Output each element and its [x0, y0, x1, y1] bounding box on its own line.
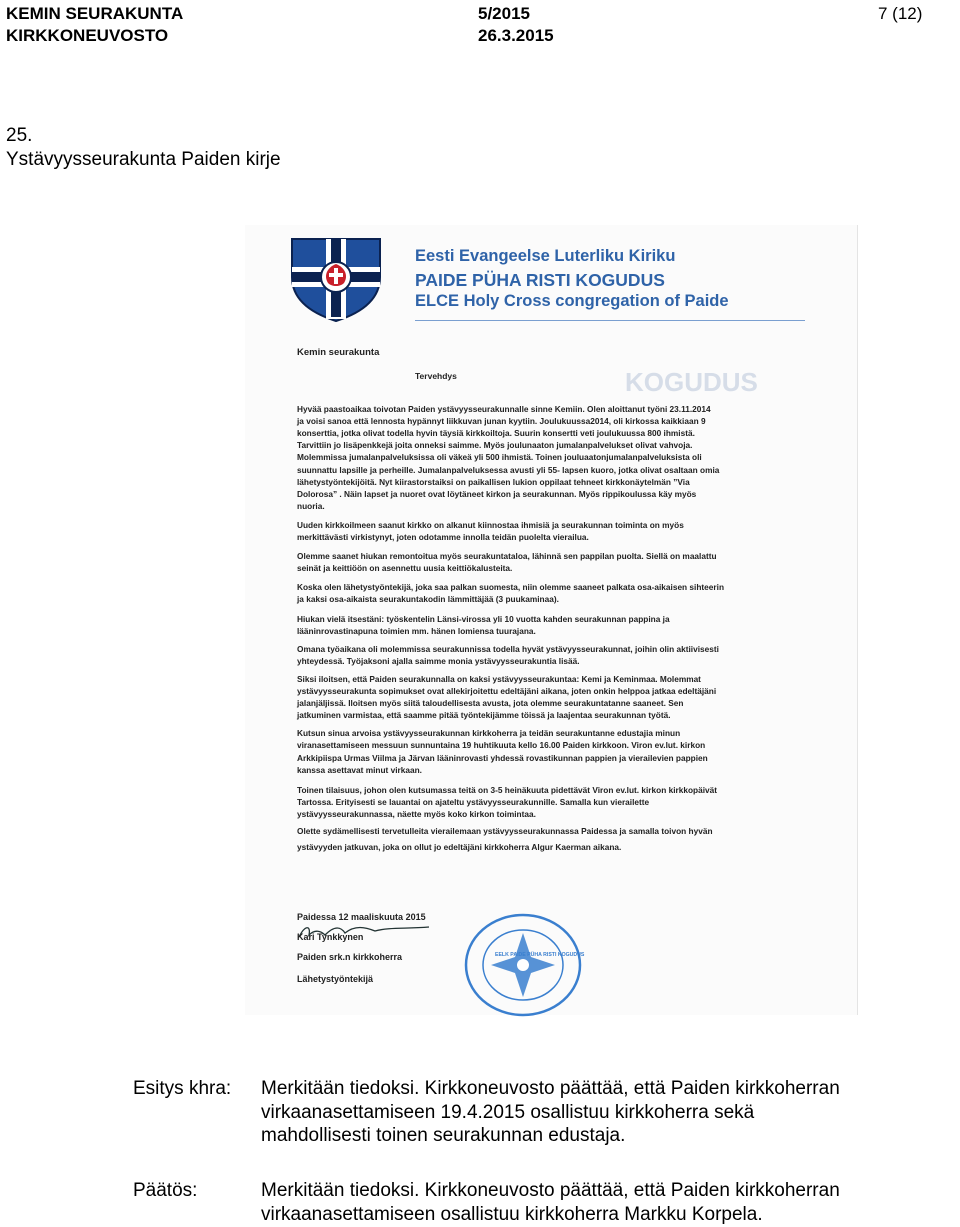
letter-line: jatkuminen varmistaa, että saamme pitää työntekijämme töissä ja laajentaa seurakunnan työtä. — [297, 710, 671, 721]
church-crest-icon — [290, 237, 382, 323]
letter-signer: Kari Tynkkynen — [297, 932, 364, 942]
seal-text: EELK PAIDE PÜHA RISTI KOGUDUS — [495, 952, 585, 958]
letter-role2: Lähetystyöntekijä — [297, 974, 374, 984]
letter-line: Siksi iloitsen, että Paiden seurakunnalla on kaksi ystävyysseurakuntaa: Kemi ja Keminmaa. Molemmat — [297, 673, 701, 684]
letter-line: konserttia, jotka olivat todella hyvin täysiä kirkkoiltoja. Suurin konsertti veti joulukuussa 800 ihmistä. — [297, 428, 695, 439]
letter-line: lähetystyöntekijöitä. Nyt kiirastorstaiksi on paikallisen lukion oppilaat tehneet kirkkonäytelmän ”Via — [297, 476, 690, 487]
letter-greeting: Tervehdys — [415, 371, 457, 381]
letter-line: Olemme saanet hiukan remontoitua myös seurakuntataloa, lähinnä sen pappilan puolta. Siellä on maalattu — [297, 551, 717, 562]
letter-line: merkittävästi virkistynyt, joten odotamme innolla teidän puolelta vierailua. — [297, 532, 589, 542]
letter-role1: Paiden srk.n kirkkoherra — [297, 952, 403, 962]
proposal-label: Esitys khra: — [133, 1078, 232, 1099]
section-number: 25. — [6, 125, 33, 146]
church-seal-icon — [463, 913, 583, 1017]
letter-recipient: Kemin seurakunta — [297, 347, 380, 358]
letter-line: suunnattu lapsille ja perheille. Jumalanpalveluksessa avusti yli 55- lapsen kuoro, jotka olivat osaltaan omia — [297, 464, 720, 475]
watermark: KOGUDUS — [625, 367, 758, 397]
decision-line: virkaanasettamiseen osallistuu kirkkoherra Markku Korpela. — [261, 1203, 763, 1225]
letter-line: Tarvittiin jo lisäpenkkejä joita onneksi saimme. Myös joulunaaton jumalanpalvelukset olivat vahvoja. — [297, 440, 693, 451]
letter-line: jalanjäljissä. Iloitsen myös siitä taloudellisesta avusta, jota olemme seurakuntatanne saaneet. Sen — [297, 698, 684, 709]
letter-line: Tartossa. Erityisesti se lauantai on ajateltu ystävyysseurakunnille. Samalla kun vierailette — [297, 796, 650, 807]
letter-line: ja kaksi osa-aikaista seurakuntakodin lämmittäjää (3 puukaminaa). — [297, 594, 559, 605]
proposal-line: Merkitään tiedoksi. Kirkkoneuvosto päättää, että Paiden kirkkoherran — [261, 1078, 840, 1099]
letter-line: yhteydessä. Työjaksoni ajalla saimme monia ystävyysseurakuntia lisää. — [297, 655, 580, 666]
decision-label: Päätös: — [133, 1180, 198, 1201]
letterhead-line3: ELCE Holy Cross congregation of Paide — [415, 292, 729, 310]
proposal-text — [261, 1077, 951, 1148]
header-body: KIRKKONEUVOSTO — [6, 26, 169, 45]
letter-line: kanssa asettavat minut virkaan. — [297, 764, 422, 775]
header-number: 5/2015 — [478, 4, 530, 23]
letter-line: Dolorosa” . Näin lapset ja nuoret ovat löytäneet kirkon ja seurakunnan. Myös rippikoulussa käy myös — [297, 488, 697, 499]
scanned-letter — [245, 225, 858, 1015]
letter-line: Koska olen lähetystyöntekijä, joka saa palkan suomesta, niin olemme saaneet palkata osa-aikaisen sihteerin — [297, 582, 725, 593]
letter-line: Uuden kirkkoilmeen saanut kirkko on alkanut kiinnostaa ihmisiä ja seurakunnan toiminta on myös — [297, 519, 684, 530]
letter-line: Olette sydämellisesti tervetulleita vierailemaan ystävyysseurakunnassa Paidessa ja samalla toivon hyvän — [297, 826, 713, 836]
letterhead-line2: PAIDE PÜHA RISTI KOGUDUS — [415, 270, 665, 290]
decision-text — [261, 1179, 951, 1226]
letter-line: Omana työaikana oli molemmissa seurakunnissa todella hyvät ystävyysseurakunnat, joihin olin aktiivisesti — [297, 643, 719, 654]
letter-line: Toinen tilaisuus, johon olen kutsumassa teitä on 3-5 heinäkuuta pidettävät Viron ev.lut. kirkon kirkkopäivät — [297, 784, 718, 795]
letter-line: Arkkipiispa Urmas Viilma ja Järvan lääninrovasti yhdessä rovastikunnan pappien ja vierailevien pappien — [297, 752, 708, 763]
letter-line: Kutsun sinua arvoisa ystävyysseurakunnan kirkkoherra ja teidän seurakuntanne edustajia minun — [297, 728, 681, 739]
proposal-line: virkaanasettamiseen 19.4.2015 osallistuu kirkkoherra sekä — [261, 1101, 755, 1123]
section-title: Ystävyysseurakunta Paiden kirje — [6, 149, 281, 170]
decision-line: Merkitään tiedoksi. Kirkkoneuvosto päättää, että Paiden kirkkoherran — [261, 1180, 840, 1201]
header-org: KEMIN SEURAKUNTA — [6, 4, 184, 23]
header-page: 7 (12) — [878, 4, 923, 23]
letter-line: viranasettamiseen messuun sunnuntaina 19 huhtikuuta kello 16.00 Paiden kirkkoon. Viron ev.lut. kirkon — [297, 740, 706, 751]
proposal-line: mahdollisesti toinen seurakunnan edustaja. — [261, 1125, 626, 1146]
letter-line: Hiukan vielä itsestäni: työskentelin Länsi-virossa yli 10 vuotta kahden seurakunnan pappina ja — [297, 613, 670, 624]
letter-line: Molemmissa jumalanpalveluksissa oli väkeä yli 500 ihmistä. Toinen jouluaatonjumalanpalveluksista oli — [297, 452, 702, 463]
letter-line: ystävyysseurakunta sopimukset ovat allekirjoitettu edeltäjäni aikana, joten onkin helppoa jatkaa edeltäjäni — [297, 686, 717, 696]
letter-place-date: Paidessa 12 maaliskuuta 2015 — [297, 912, 426, 922]
letter-line: nuoria. — [297, 500, 325, 511]
letterhead-rule — [415, 320, 805, 321]
letter-line: ystävyyden jatkuvan, joka on ollut jo edeltäjäni kirkkoherra Algur Kaerman aikana. — [297, 842, 622, 853]
letter-line: Hyvää paastoaikaa toivotan Paiden ystävyysseurakunnalle sinne Kemiin. Olen aloittanut työni 23.11.2014 — [297, 404, 711, 414]
letter-line: seinät ja keittiöön on asennettu uusia keittiökalusteita. — [297, 563, 513, 574]
letterhead-line1: Eesti Evangeelse Luterliku Kiriku — [415, 247, 676, 265]
letter-line: ja voisi sanoa että lennosta hypännyt liikkuvan junan kyytiin. Joulukuussa2014, oli kirkossa kaikkiaan 9 — [297, 416, 706, 427]
letter-line: ystävyysseurakunnassa, näette myös koko kirkon toimintaa. — [297, 808, 536, 819]
letter-line: lääninrovastinapuna toimien mm. hänen lomiensa tuurajana. — [297, 625, 536, 636]
header-date: 26.3.2015 — [478, 26, 554, 45]
